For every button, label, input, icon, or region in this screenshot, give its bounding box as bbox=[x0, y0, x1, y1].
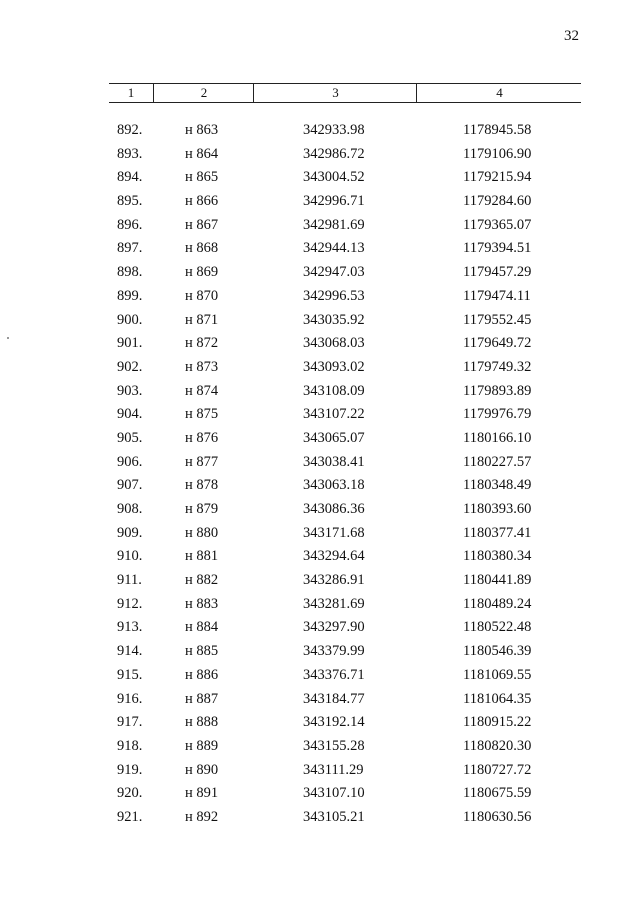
point-id: н 887 bbox=[185, 690, 219, 707]
row-number: 900. bbox=[117, 311, 143, 328]
coordinate-y: 1179284.60 bbox=[463, 193, 532, 210]
coordinate-x: 342981.69 bbox=[303, 216, 365, 233]
row-number: 904. bbox=[117, 406, 143, 423]
row-number: 911. bbox=[117, 572, 142, 589]
row-number: 895. bbox=[117, 193, 143, 210]
coordinate-x: 343286.91 bbox=[303, 572, 365, 589]
point-id: н 885 bbox=[185, 643, 219, 660]
table-row bbox=[0, 762, 639, 786]
point-id: н 867 bbox=[185, 216, 219, 233]
row-number: 921. bbox=[117, 808, 143, 825]
row-number: 897. bbox=[117, 240, 143, 257]
row-number: 894. bbox=[117, 169, 143, 186]
table-row bbox=[0, 146, 639, 170]
coordinate-y: 1179976.79 bbox=[463, 406, 532, 423]
table-row bbox=[0, 240, 639, 264]
table-body bbox=[0, 122, 639, 833]
coordinate-y: 1179474.11 bbox=[463, 287, 531, 304]
coordinate-y: 1179365.07 bbox=[463, 216, 532, 233]
table-row bbox=[0, 809, 639, 833]
point-id: н 866 bbox=[185, 193, 219, 210]
coordinate-y: 1181064.35 bbox=[463, 690, 532, 707]
coordinate-y: 1180348.49 bbox=[463, 477, 532, 494]
point-id: н 871 bbox=[185, 311, 219, 328]
coordinate-x: 343294.64 bbox=[303, 548, 365, 565]
point-id: н 872 bbox=[185, 335, 219, 352]
point-id: н 891 bbox=[185, 785, 219, 802]
coordinate-x: 343093.02 bbox=[303, 358, 365, 375]
coordinate-x: 342933.98 bbox=[303, 122, 365, 138]
coordinate-x: 343184.77 bbox=[303, 690, 365, 707]
coordinate-x: 342947.03 bbox=[303, 264, 365, 281]
coordinate-x: 343038.41 bbox=[303, 453, 365, 470]
point-id: н 888 bbox=[185, 714, 219, 731]
coordinate-x: 343065.07 bbox=[303, 429, 365, 446]
row-number: 903. bbox=[117, 382, 143, 399]
coordinate-y: 1179893.89 bbox=[463, 382, 532, 399]
coordinate-y: 1180489.24 bbox=[463, 595, 532, 612]
row-number: 910. bbox=[117, 548, 143, 565]
table-row bbox=[0, 572, 639, 596]
coordinate-y: 1179106.90 bbox=[463, 145, 532, 162]
column-header-3: 3 bbox=[253, 84, 417, 102]
row-number: 902. bbox=[117, 358, 143, 375]
coordinate-y: 1180522.48 bbox=[463, 619, 532, 636]
coordinate-y: 1180915.22 bbox=[463, 714, 532, 731]
coordinate-y: 1179552.45 bbox=[463, 311, 532, 328]
row-number: 892. bbox=[117, 122, 143, 138]
coordinate-x: 343035.92 bbox=[303, 311, 365, 328]
coordinate-x: 343192.14 bbox=[303, 714, 365, 731]
coordinate-y: 1180675.59 bbox=[463, 785, 532, 802]
coordinate-x: 343004.52 bbox=[303, 169, 365, 186]
coordinate-x: 343105.21 bbox=[303, 808, 365, 825]
point-id: н 886 bbox=[185, 666, 219, 683]
point-id: н 882 bbox=[185, 572, 219, 589]
point-id: н 881 bbox=[185, 548, 219, 565]
point-id: н 873 bbox=[185, 358, 219, 375]
coordinate-y: 1180393.60 bbox=[463, 501, 532, 517]
point-id: н 865 bbox=[185, 169, 219, 186]
page-number: 32 bbox=[564, 28, 579, 44]
scan-speck bbox=[7, 337, 9, 339]
coordinate-x: 343086.36 bbox=[303, 501, 365, 517]
coordinate-y: 1178945.58 bbox=[463, 122, 532, 138]
table-row bbox=[0, 596, 639, 620]
column-header-4: 4 bbox=[416, 84, 582, 102]
point-id: н 875 bbox=[185, 406, 219, 423]
row-number: 918. bbox=[117, 737, 143, 754]
coordinate-y: 1180546.39 bbox=[463, 643, 532, 660]
table-row bbox=[0, 548, 639, 572]
coordinate-x: 342996.53 bbox=[303, 287, 365, 304]
row-number: 916. bbox=[117, 690, 143, 707]
coordinate-x: 343063.18 bbox=[303, 477, 365, 494]
point-id: н 874 bbox=[185, 382, 219, 399]
coordinate-x: 343107.22 bbox=[303, 406, 365, 423]
table-row bbox=[0, 193, 639, 217]
table-row bbox=[0, 691, 639, 715]
coordinate-y: 1179457.29 bbox=[463, 264, 532, 281]
point-id: н 877 bbox=[185, 453, 219, 470]
coordinate-y: 1180166.10 bbox=[463, 429, 532, 446]
row-number: 919. bbox=[117, 761, 143, 778]
point-id: н 878 bbox=[185, 477, 219, 494]
point-id: н 884 bbox=[185, 619, 219, 636]
table-row bbox=[0, 619, 639, 643]
coordinate-x: 343379.99 bbox=[303, 643, 365, 660]
point-id: н 889 bbox=[185, 737, 219, 754]
row-number: 908. bbox=[117, 501, 143, 517]
column-header-1: 1 bbox=[127, 85, 135, 100]
point-id: н 863 bbox=[185, 122, 219, 138]
coordinate-x: 343281.69 bbox=[303, 595, 365, 612]
point-id: н 883 bbox=[185, 595, 219, 612]
coordinate-x: 343111.29 bbox=[303, 761, 364, 778]
table-row bbox=[0, 667, 639, 691]
table-row bbox=[0, 714, 639, 738]
point-id: н 879 bbox=[185, 501, 219, 517]
row-number: 913. bbox=[117, 619, 143, 636]
table-row bbox=[0, 525, 639, 549]
coordinate-x: 342986.72 bbox=[303, 145, 365, 162]
table-row bbox=[0, 335, 639, 359]
row-number: 912. bbox=[117, 595, 143, 612]
point-id: н 880 bbox=[185, 524, 219, 541]
table-row bbox=[0, 406, 639, 430]
table-row bbox=[0, 430, 639, 454]
coordinate-y: 1180377.41 bbox=[463, 524, 532, 541]
coordinate-x: 343171.68 bbox=[303, 524, 365, 541]
coordinate-x: 343068.03 bbox=[303, 335, 365, 352]
point-id: н 892 bbox=[185, 808, 219, 825]
table-row bbox=[0, 738, 639, 762]
row-number: 909. bbox=[117, 524, 143, 541]
coordinate-x: 343107.10 bbox=[303, 785, 365, 802]
coordinate-y: 1180227.57 bbox=[463, 453, 532, 470]
table-row bbox=[0, 501, 639, 525]
table-row bbox=[0, 359, 639, 383]
coordinate-y: 1180441.89 bbox=[463, 572, 532, 589]
table-header bbox=[109, 83, 581, 103]
point-id: н 876 bbox=[185, 429, 219, 446]
row-number: 917. bbox=[117, 714, 143, 731]
coordinate-y: 1180820.30 bbox=[463, 737, 532, 754]
coordinate-x: 342944.13 bbox=[303, 240, 365, 257]
coordinate-y: 1180727.72 bbox=[463, 761, 532, 778]
table-row bbox=[0, 477, 639, 501]
table-row bbox=[0, 383, 639, 407]
point-id: н 868 bbox=[185, 240, 219, 257]
table-row bbox=[0, 312, 639, 336]
coordinate-y: 1179749.32 bbox=[463, 358, 532, 375]
point-id: н 869 bbox=[185, 264, 219, 281]
column-header-2: 2 bbox=[153, 84, 254, 102]
row-number: 905. bbox=[117, 429, 143, 446]
table-row bbox=[0, 264, 639, 288]
coordinate-y: 1180630.56 bbox=[463, 808, 532, 825]
table-row bbox=[0, 643, 639, 667]
table-row bbox=[0, 785, 639, 809]
row-number: 899. bbox=[117, 287, 143, 304]
table-row bbox=[0, 454, 639, 478]
row-number: 906. bbox=[117, 453, 143, 470]
coordinate-x: 342996.71 bbox=[303, 193, 365, 210]
coordinate-y: 1179649.72 bbox=[463, 335, 532, 352]
row-number: 915. bbox=[117, 666, 143, 683]
point-id: н 864 bbox=[185, 145, 219, 162]
coordinate-x: 343108.09 bbox=[303, 382, 365, 399]
coordinate-y: 1179215.94 bbox=[463, 169, 532, 186]
row-number: 896. bbox=[117, 216, 143, 233]
point-id: н 870 bbox=[185, 287, 219, 304]
coordinate-y: 1179394.51 bbox=[463, 240, 532, 257]
coordinate-y: 1180380.34 bbox=[463, 548, 532, 565]
coordinate-x: 343297.90 bbox=[303, 619, 365, 636]
table-row bbox=[0, 122, 639, 146]
coordinate-y: 1181069.55 bbox=[463, 666, 532, 683]
row-number: 893. bbox=[117, 145, 143, 162]
row-number: 914. bbox=[117, 643, 143, 660]
point-id: н 890 bbox=[185, 761, 219, 778]
coordinate-x: 343155.28 bbox=[303, 737, 365, 754]
row-number: 898. bbox=[117, 264, 143, 281]
row-number: 901. bbox=[117, 335, 143, 352]
table-row bbox=[0, 217, 639, 241]
row-number: 920. bbox=[117, 785, 143, 802]
row-number: 907. bbox=[117, 477, 143, 494]
table-row bbox=[0, 169, 639, 193]
coordinate-x: 343376.71 bbox=[303, 666, 365, 683]
table-row bbox=[0, 288, 639, 312]
